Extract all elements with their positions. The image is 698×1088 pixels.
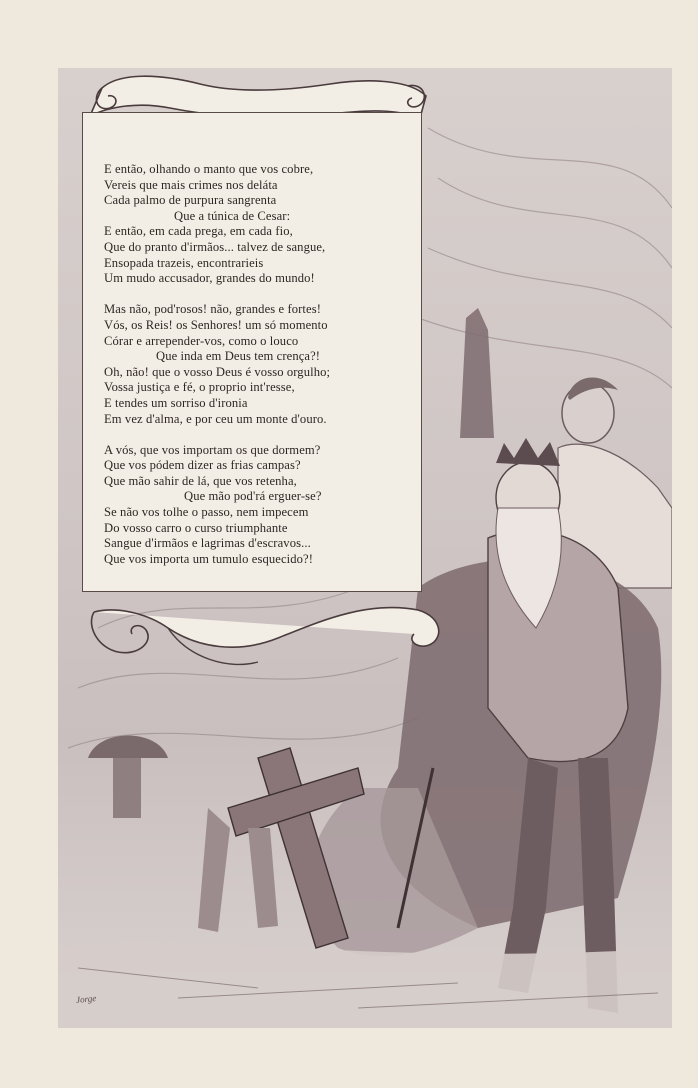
poem-line: E então, olhando o manto que vos cobre, xyxy=(104,162,314,176)
poem-line: Córar e arrepender-vos, como o louco xyxy=(104,333,299,348)
poem-line: Cada palmo de purpura sangrenta xyxy=(104,193,277,208)
poem-line: E então, em cada prega, em cada fio, xyxy=(104,224,293,239)
poem-line: Vereis que mais crimes nos deláta xyxy=(104,177,278,192)
poem-line: Que do pranto d'irmãos... talvez de sangue, xyxy=(104,239,326,254)
poem-line: Que vos pódem dizer as frias campas? xyxy=(104,458,301,473)
stanza-3 xyxy=(104,443,424,568)
poem-line: Oh, não! que o vosso Deus é vosso orgulho; xyxy=(104,364,331,379)
poem-line: Que a túnica de Cesar: xyxy=(174,208,291,223)
stanza-2 xyxy=(104,302,424,427)
artist-signature: Jorge xyxy=(75,992,97,1006)
poem-line: Se não vos tolhe o passo, nem impecem xyxy=(104,505,309,520)
poem-line: Que inda em Deus tem crença?! xyxy=(156,349,321,364)
poem-line: Vossa justiça e fé, o proprio int'resse, xyxy=(104,380,295,395)
poem-line: Vós, os Reis! os Senhores! um só momento xyxy=(104,317,328,332)
tower-silhouette xyxy=(460,308,494,438)
poem-line: A vós, que vos importam os que dormem? xyxy=(104,442,321,457)
poem-line: E tendes um sorriso d'ironia xyxy=(104,395,248,410)
poem-line: Que mão sahir de lá, que vos retenha, xyxy=(104,473,297,488)
crown xyxy=(496,438,560,466)
poem-line: Em vez d'alma, e por ceu um monte d'ouro. xyxy=(104,411,327,426)
poem-line: Que mão pod'rá erguer-se? xyxy=(184,489,322,504)
stanza-1 xyxy=(104,162,424,287)
poem-line: Sangue d'irmãos e lagrimas d'escravos... xyxy=(104,536,311,551)
poem-line: Ensopada trazeis, encontrarieis xyxy=(104,255,264,270)
scroll-bottom-curl xyxy=(88,576,448,672)
poem-line: Mas não, pod'rosos! não, grandes e fortes! xyxy=(104,302,322,317)
poem-line: Do vosso carro o curso triumphante xyxy=(104,520,288,535)
poem-line: Que vos importa um tumulo esquecido?! xyxy=(104,551,314,566)
poem-line: Um mudo accusador, grandes do mundo! xyxy=(104,271,315,286)
poem-text xyxy=(104,162,424,583)
